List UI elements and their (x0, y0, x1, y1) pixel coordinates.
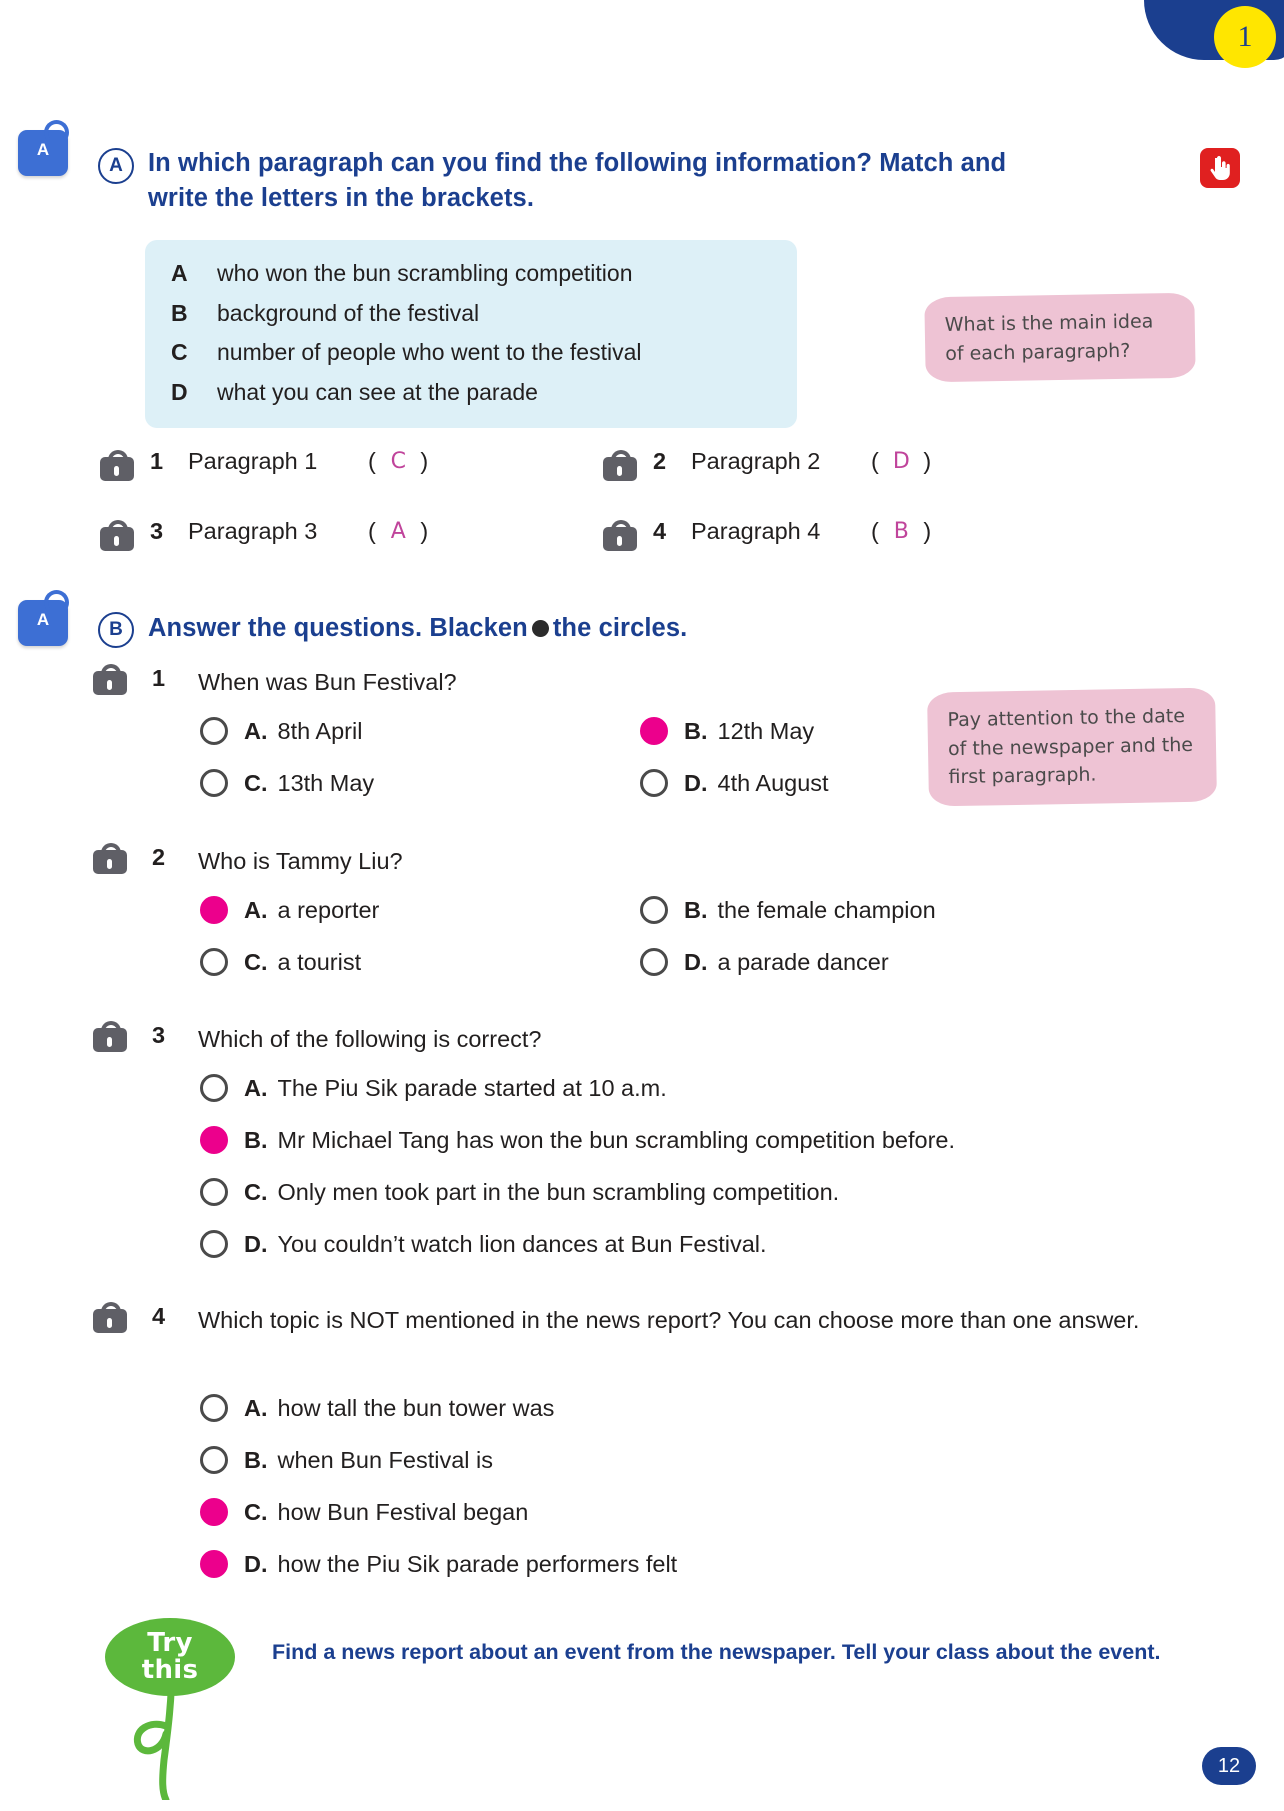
question-3-choice-a[interactable] (200, 1074, 667, 1102)
unlock-badge-section-b (18, 600, 68, 646)
page-number: 12 (1202, 1747, 1256, 1785)
blacken-dot-icon (532, 620, 549, 637)
lock-icon (93, 843, 127, 874)
lock-icon (93, 1021, 127, 1052)
lock-icon (603, 520, 637, 551)
choice-letter: C. (244, 1498, 268, 1525)
answer-bubble[interactable] (640, 717, 668, 745)
choice-text: 8th April (277, 717, 363, 744)
question-4-number: 4 (152, 1303, 166, 1329)
section-b-marker: B (98, 612, 134, 648)
lock-icon (603, 450, 637, 481)
choice-letter: D. (244, 1550, 268, 1577)
answer-bubble[interactable] (640, 769, 668, 797)
option-row (171, 333, 771, 373)
match-label: Paragraph 2 (691, 448, 821, 474)
answer-bubble[interactable] (200, 1230, 228, 1258)
choice-letter: A. (244, 896, 268, 923)
question-2-choice-a[interactable] (200, 896, 379, 924)
choice-letter: A. (244, 1394, 268, 1421)
question-1-number: 1 (152, 665, 166, 691)
match-bracket-open: ( (871, 448, 880, 474)
match-bracket-open: ( (871, 518, 880, 544)
answer-bubble[interactable] (200, 717, 228, 745)
match-row-4 (653, 518, 932, 545)
option-row (171, 254, 771, 294)
match-number: 4 (653, 518, 667, 544)
question-2-choice-b[interactable] (640, 896, 936, 924)
question-4-choice-b[interactable] (200, 1446, 493, 1474)
choice-letter: C. (244, 1178, 268, 1205)
section-a-heading: In which paragraph can you find the following information? Match and write the letters in the brackets. (148, 149, 1007, 213)
section-a-option-box (145, 240, 797, 428)
choice-text: how Bun Festival began (277, 1498, 529, 1525)
hand-pointer-icon (1200, 148, 1240, 188)
choice-text: when Bun Festival is (277, 1446, 494, 1473)
answer-bubble[interactable] (200, 1178, 228, 1206)
match-label: Paragraph 3 (188, 518, 318, 544)
lock-icon (100, 520, 134, 551)
choice-letter: A. (244, 717, 268, 744)
choice-letter: A. (244, 1074, 268, 1101)
question-3-choice-b[interactable] (200, 1126, 955, 1154)
try-this-text: Find a news report about an event from the newspaper. Tell your class about the event. (272, 1640, 1161, 1664)
choice-text: how tall the bun tower was (277, 1394, 555, 1421)
unlock-badge-letter-b: A (36, 610, 50, 629)
question-1-text: When was Bun Festival? (198, 669, 457, 695)
question-3-text: Which of the following is correct? (198, 1026, 542, 1052)
choice-letter: B. (244, 1446, 268, 1473)
match-label: Paragraph 1 (188, 448, 318, 474)
question-1-choice-d[interactable] (640, 769, 829, 797)
answer-bubble[interactable] (200, 1498, 228, 1526)
answer-bubble[interactable] (200, 1394, 228, 1422)
match-bracket-close: ) (420, 518, 429, 544)
lock-icon (100, 450, 134, 481)
match-row-1 (150, 448, 429, 475)
answer-bubble[interactable] (200, 1550, 228, 1578)
question-4-choice-a[interactable] (200, 1394, 554, 1422)
option-letter: C (171, 339, 188, 366)
match-bracket-close: ) (923, 448, 932, 474)
option-text: number of people who went to the festival (217, 339, 642, 366)
choice-letter: C. (244, 948, 268, 975)
option-row (171, 294, 771, 334)
question-1-choice-c[interactable] (200, 769, 374, 797)
section-b-heading-part1: Answer the questions. Blacken (148, 614, 528, 642)
option-row (171, 373, 771, 413)
hint-note-date: Pay attention to the date of the newspaper and the first paragraph. (927, 687, 1217, 806)
choice-text: You couldn’t watch lion dances at Bun Festival. (277, 1230, 767, 1257)
lock-icon (93, 1302, 127, 1333)
answer-bubble[interactable] (200, 1126, 228, 1154)
unlock-badge-section-a (18, 130, 68, 176)
choice-letter: D. (684, 769, 708, 796)
try-this-line1: Try (147, 1627, 193, 1658)
choice-text: Mr Michael Tang has won the bun scrambling competition before. (277, 1126, 956, 1153)
question-2-choice-d[interactable] (640, 948, 889, 976)
corner-tab-number: 1 (1237, 20, 1253, 53)
choice-letter: D. (244, 1230, 268, 1257)
choice-text: a reporter (277, 896, 380, 923)
match-label: Paragraph 4 (691, 518, 821, 544)
choice-text: a parade dancer (717, 948, 889, 975)
match-bracket-close: ) (420, 448, 429, 474)
corner-tab-number-circle (1214, 6, 1276, 68)
match-row-3 (150, 518, 429, 545)
match-bracket-open: ( (368, 518, 377, 544)
answer-bubble[interactable] (640, 948, 668, 976)
choice-text: a tourist (277, 948, 362, 975)
question-2-choice-c[interactable] (200, 948, 361, 976)
section-b-heading (148, 611, 948, 646)
section-a-marker: A (98, 148, 134, 184)
question-4-choice-d[interactable] (200, 1550, 677, 1578)
match-number: 3 (150, 518, 164, 544)
question-3-number: 3 (152, 1022, 166, 1048)
corner-tab (1104, 0, 1284, 110)
choice-text: Only men took part in the bun scrambling competition. (277, 1178, 840, 1205)
try-this-line2: this (141, 1655, 199, 1685)
choice-text: the female champion (717, 896, 936, 923)
match-answer[interactable]: A (390, 519, 406, 544)
choice-letter: C. (244, 769, 268, 796)
try-this-badge (105, 1618, 235, 1696)
choice-text: 4th August (717, 769, 829, 796)
question-1-choice-a[interactable] (200, 717, 362, 745)
answer-bubble[interactable] (640, 896, 668, 924)
choice-text: 12th May (717, 717, 815, 744)
question-2-number: 2 (152, 844, 166, 870)
option-letter: D (171, 378, 188, 405)
match-number: 2 (653, 448, 667, 474)
option-letter: A (171, 260, 188, 286)
choice-letter: B. (244, 1126, 268, 1153)
hint-note-main-idea: What is the main idea of each paragraph? (924, 293, 1195, 383)
choice-text: how the Piu Sik parade performers felt (277, 1550, 678, 1577)
section-b-heading-part2: the circles. (552, 614, 688, 642)
match-answer[interactable]: C (390, 449, 407, 474)
answer-bubble[interactable] (200, 896, 228, 924)
lock-icon (93, 664, 127, 695)
match-row-2 (653, 448, 932, 475)
choice-letter: B. (684, 896, 708, 923)
answer-bubble[interactable] (200, 1446, 228, 1474)
choice-letter: D. (684, 948, 708, 975)
unlock-badge-letter-a: A (36, 140, 50, 159)
choice-letter: B. (684, 717, 708, 744)
choice-text: 13th May (277, 769, 375, 796)
match-answer[interactable]: D (892, 449, 910, 474)
match-answer[interactable]: B (893, 519, 909, 544)
option-letter: B (171, 299, 188, 326)
question-3-choice-d[interactable] (200, 1230, 767, 1258)
question-1-choice-b[interactable] (640, 717, 814, 745)
answer-bubble[interactable] (200, 769, 228, 797)
question-4-choice-c[interactable] (200, 1498, 528, 1526)
answer-bubble[interactable] (200, 948, 228, 976)
question-4-text: Which topic is NOT mentioned in the news report? You can choose more than one answer. (198, 1307, 1140, 1333)
option-text: background of the festival (217, 299, 480, 326)
question-3-choice-c[interactable] (200, 1178, 839, 1206)
match-bracket-close: ) (923, 518, 932, 544)
choice-text: The Piu Sik parade started at 10 a.m. (277, 1074, 667, 1101)
option-text: what you can see at the parade (217, 378, 538, 405)
option-text: who won the bun scrambling competition (217, 260, 633, 286)
question-2-text: Who is Tammy Liu? (198, 848, 403, 874)
match-number: 1 (150, 448, 164, 474)
answer-bubble[interactable] (200, 1074, 228, 1102)
match-bracket-open: ( (368, 448, 377, 474)
